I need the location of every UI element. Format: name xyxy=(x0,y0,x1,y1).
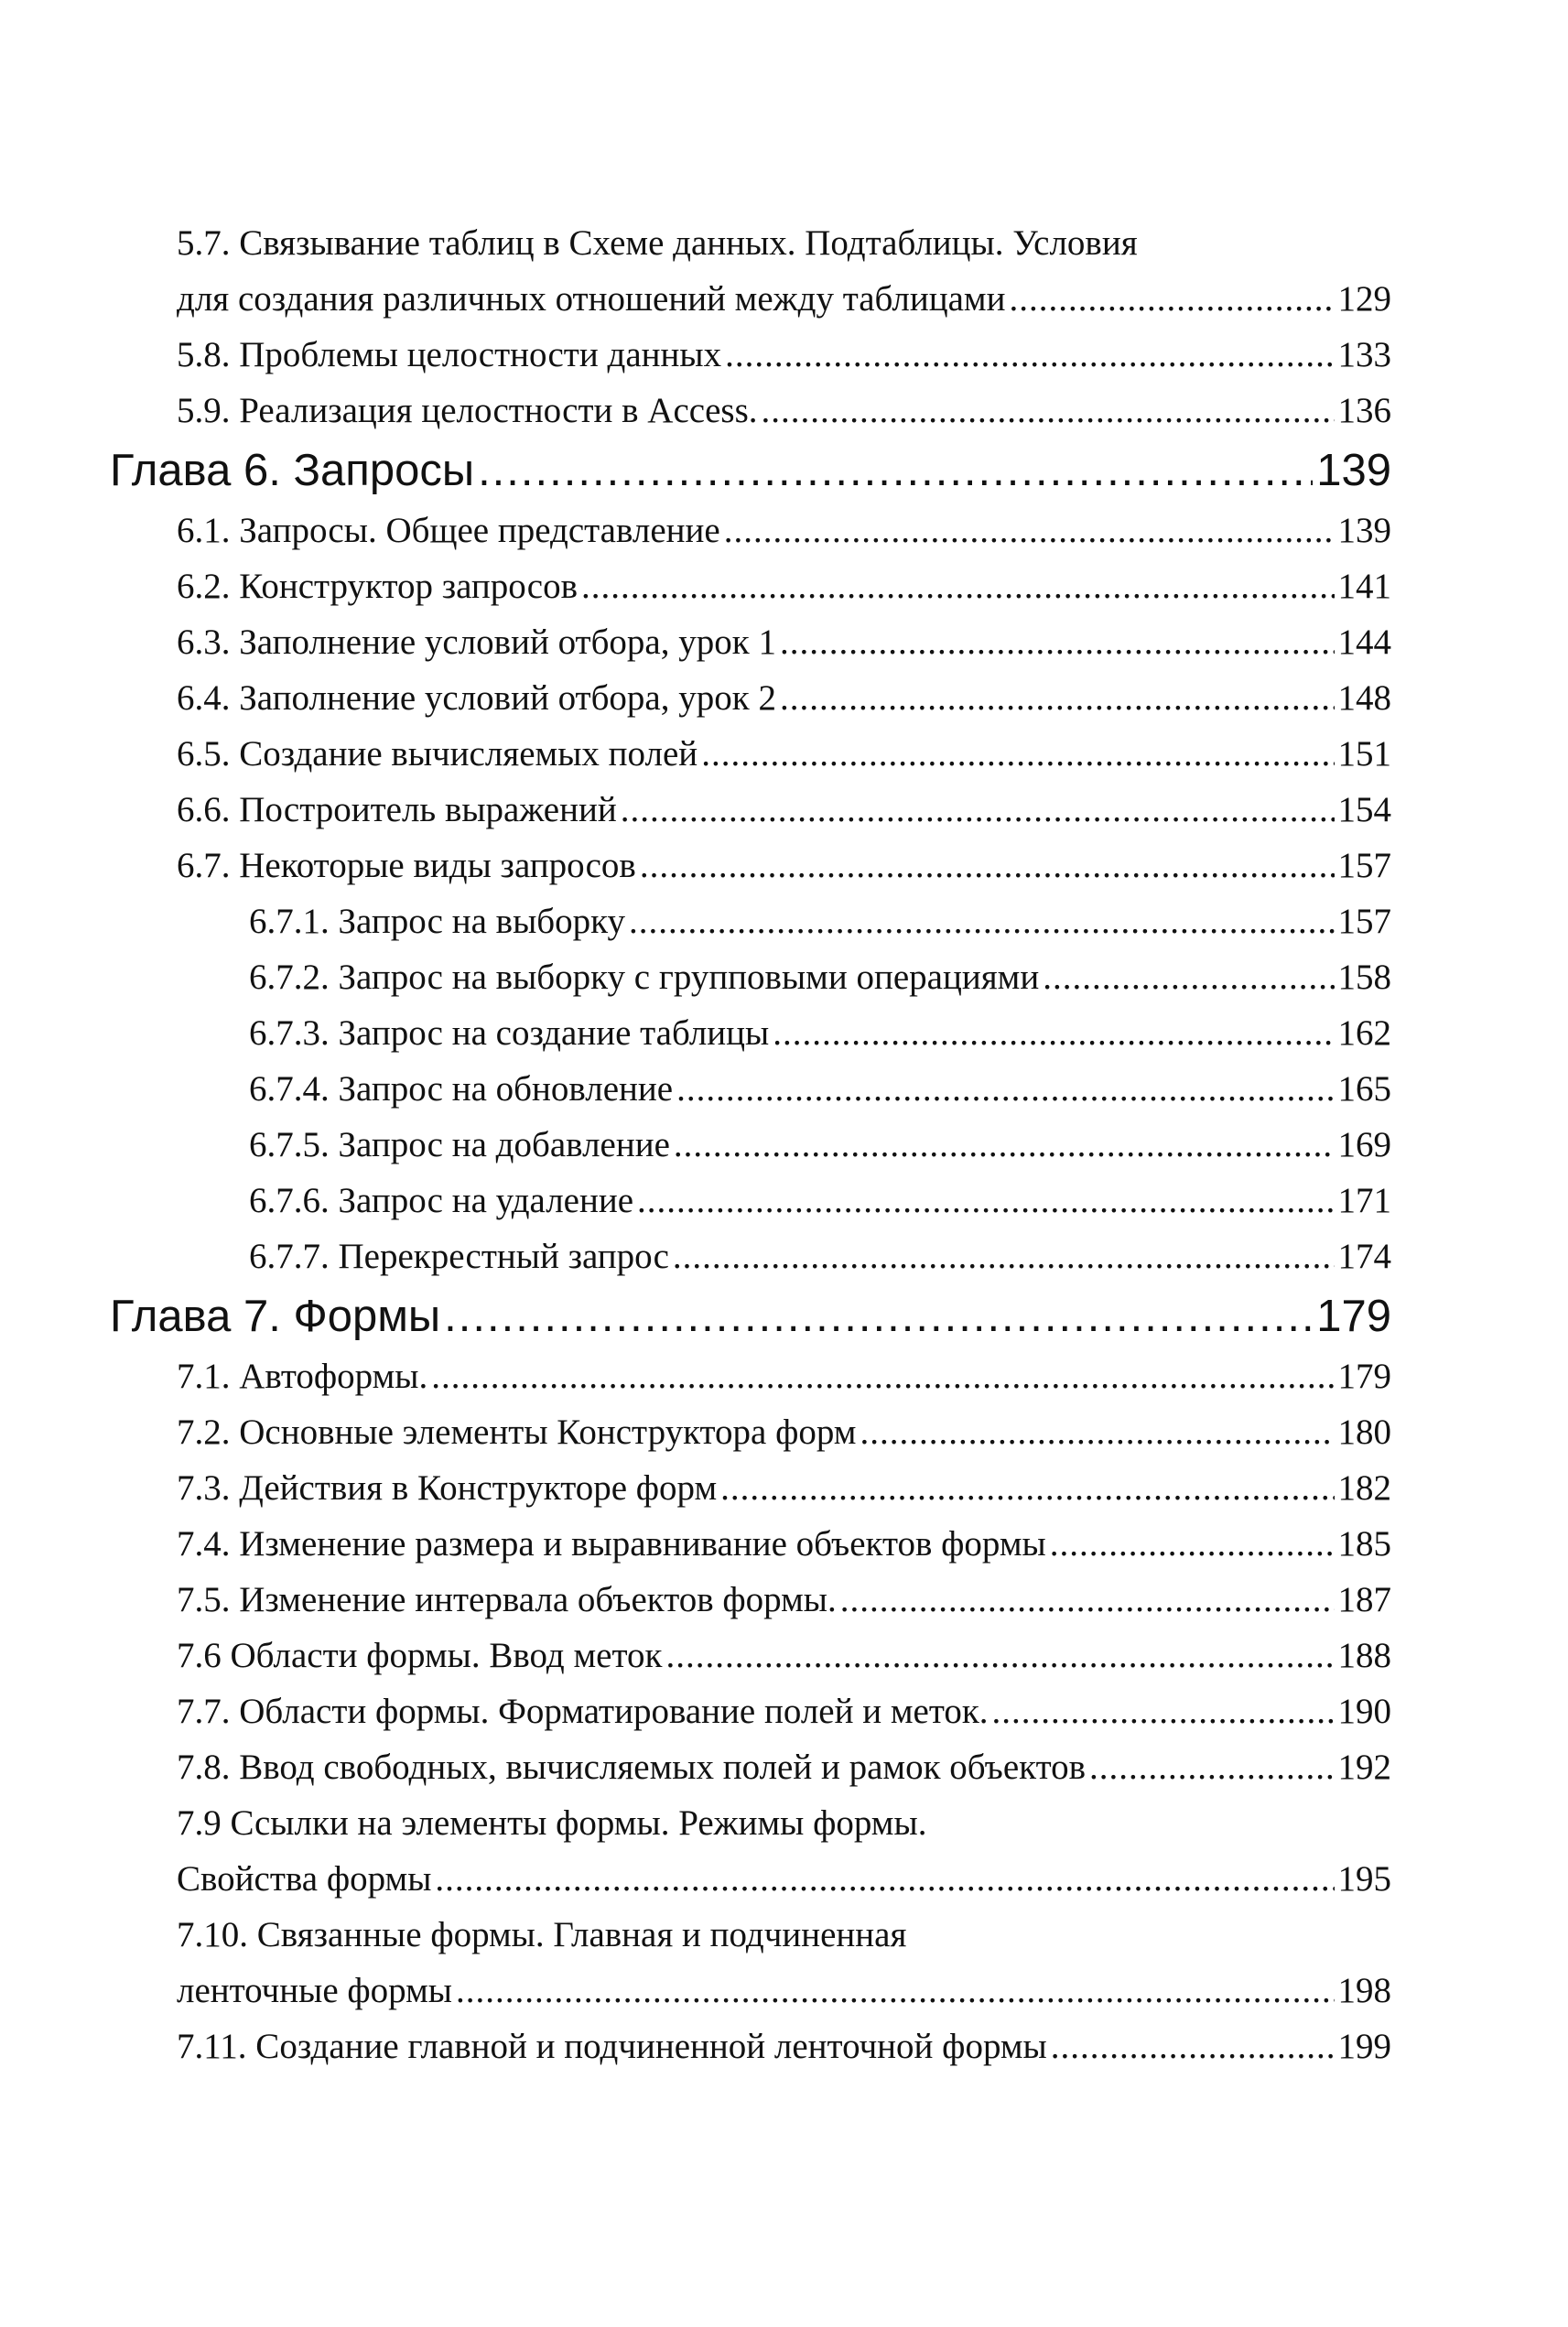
dot-leader xyxy=(478,438,1313,503)
toc-entry-title: 6.5. Создание вычисляемых полей xyxy=(177,734,698,774)
toc-entry xyxy=(110,1963,1391,2019)
toc-page-number: 158 xyxy=(1337,958,1391,997)
toc-entry xyxy=(110,1348,1391,1404)
toc-entry xyxy=(110,782,1391,838)
dot-leader xyxy=(762,383,1335,438)
toc-page-number: 188 xyxy=(1337,1636,1391,1675)
dot-leader xyxy=(720,1460,1334,1516)
toc-entry xyxy=(110,503,1391,558)
toc-page-number: 151 xyxy=(1337,734,1391,774)
toc-page-number: 199 xyxy=(1337,2027,1391,2066)
toc-entry-title: 6.7.6. Запрос на удаление xyxy=(249,1181,634,1220)
toc-entry xyxy=(110,1061,1391,1117)
toc-entry xyxy=(110,1173,1391,1228)
toc-entry-title: 5.8. Проблемы целостности данных xyxy=(177,335,722,374)
toc-entry xyxy=(110,893,1391,949)
toc-entry xyxy=(110,271,1391,327)
toc-entry xyxy=(110,949,1391,1005)
toc-entry xyxy=(110,558,1391,614)
dot-leader xyxy=(701,726,1334,782)
toc-entry-title: 7.5. Изменение интервала объектов формы. xyxy=(177,1580,837,1619)
toc-entry-title: 6.6. Построитель выражений xyxy=(177,790,617,829)
toc-entry-title: 7.2. Основные элементы Конструктора форм xyxy=(177,1412,857,1452)
toc-entry-title: 6.7.7. Перекрестный запрос xyxy=(249,1237,669,1276)
toc-entry-title: 7.8. Ввод свободных, вычисляемых полей и рамок объектов xyxy=(177,1748,1087,1787)
toc-page-number: 157 xyxy=(1337,902,1391,941)
toc-page-number: 141 xyxy=(1337,567,1391,606)
toc-entry xyxy=(110,1404,1391,1460)
toc-entry-title: 6.7.1. Запрос на выборку xyxy=(249,902,626,941)
toc-page-number: 169 xyxy=(1337,1125,1391,1164)
toc-entry-title: 6.7.5. Запрос на добавление xyxy=(249,1125,670,1164)
toc-entry xyxy=(110,1628,1391,1683)
toc-entry xyxy=(110,1739,1391,1795)
dot-leader xyxy=(640,838,1335,893)
toc-entry xyxy=(110,1851,1391,1907)
toc-entry-title: Глава 7. Формы xyxy=(110,1292,441,1341)
toc-entry-title: 7.4. Изменение размера и выравнивание объектов формы xyxy=(177,1524,1046,1564)
toc-entry-title: 7.7. Области формы. Форматирование полей и меток. xyxy=(177,1692,989,1731)
toc-page-number: 195 xyxy=(1337,1859,1391,1899)
dot-leader xyxy=(456,1963,1335,2019)
toc-entry-title: 6.7.4. Запрос на обновление xyxy=(249,1069,674,1109)
dot-leader xyxy=(1043,949,1334,1005)
toc-page-number: 136 xyxy=(1337,391,1391,430)
dot-leader xyxy=(1009,271,1334,327)
toc-entry xyxy=(110,215,1391,271)
toc-entry-title: 6.4. Заполнение условий отбора, урок 2 xyxy=(177,678,776,718)
toc-entry-title: для создания различных отношений между таблицами xyxy=(177,279,1006,319)
toc-page-number: 162 xyxy=(1337,1013,1391,1053)
dot-leader xyxy=(773,1005,1334,1061)
toc-entry-title: 6.1. Запросы. Общее представление xyxy=(177,511,720,550)
toc-entry-title: 6.7.2. Запрос на выборку с групповыми операциями xyxy=(249,958,1040,997)
toc-page-number: 187 xyxy=(1337,1580,1391,1619)
dot-leader xyxy=(1051,2019,1335,2074)
dot-leader xyxy=(780,614,1335,670)
dot-leader xyxy=(674,1117,1335,1173)
dot-leader xyxy=(621,782,1335,838)
dot-leader xyxy=(1050,1516,1335,1572)
toc-entry-title: 7.1. Автоформы. xyxy=(177,1357,428,1396)
toc-entry xyxy=(110,1907,1391,1963)
dot-leader xyxy=(1089,1739,1334,1795)
toc-entry-title: 7.3. Действия в Конструкторе форм xyxy=(177,1468,718,1508)
toc-entry xyxy=(110,614,1391,670)
toc-entry xyxy=(110,1572,1391,1628)
dot-leader xyxy=(676,1061,1334,1117)
toc-entry-title: Свойства формы xyxy=(177,1859,432,1899)
toc-page-number: 165 xyxy=(1337,1069,1391,1109)
toc-entry-title: 6.2. Конструктор запросов xyxy=(177,567,578,606)
toc-entry xyxy=(110,383,1391,438)
toc-page-number: 157 xyxy=(1337,846,1391,885)
toc-page-number: 148 xyxy=(1337,678,1391,718)
dot-leader xyxy=(665,1628,1334,1683)
toc-page-number: 190 xyxy=(1337,1692,1391,1731)
toc-entry xyxy=(110,1795,1391,1851)
toc-entry-title: 6.7.3. Запрос на создание таблицы xyxy=(249,1013,770,1053)
toc-page-number: 154 xyxy=(1337,790,1391,829)
toc-entry xyxy=(110,1228,1391,1284)
toc-page-number: 144 xyxy=(1337,622,1391,662)
toc-chapter-entry xyxy=(110,438,1391,503)
dot-leader xyxy=(629,893,1334,949)
toc-entry-title: 5.9. Реализация целостности в Access. xyxy=(177,391,758,430)
table-of-contents xyxy=(110,215,1391,2074)
toc-entry-title: 7.11. Создание главной и подчиненной ленточной формы xyxy=(177,2027,1047,2066)
dot-leader xyxy=(780,670,1335,726)
dot-leader xyxy=(724,503,1335,558)
toc-entry xyxy=(110,1005,1391,1061)
toc-entry xyxy=(110,1683,1391,1739)
toc-page-number: 171 xyxy=(1337,1181,1391,1220)
toc-entry-title: 5.7. Связывание таблиц в Схеме данных. Подтаблицы. Условия xyxy=(177,223,1138,263)
toc-page-number: 180 xyxy=(1337,1412,1391,1452)
toc-page-number: 174 xyxy=(1337,1237,1391,1276)
toc-chapter-entry xyxy=(110,1284,1391,1348)
toc-entry-title: 7.6 Области формы. Ввод меток xyxy=(177,1636,663,1675)
toc-page-number: 179 xyxy=(1316,1292,1391,1341)
toc-entry xyxy=(110,327,1391,383)
toc-entry-title: 6.7. Некоторые виды запросов xyxy=(177,846,636,885)
toc-entry xyxy=(110,670,1391,726)
toc-page-number: 129 xyxy=(1337,279,1391,319)
toc-page-number: 133 xyxy=(1337,335,1391,374)
toc-page-number: 182 xyxy=(1337,1468,1391,1508)
dot-leader xyxy=(840,1572,1335,1628)
dot-leader xyxy=(673,1228,1335,1284)
toc-entry xyxy=(110,838,1391,893)
toc-page-number: 198 xyxy=(1337,1971,1391,2010)
dot-leader xyxy=(431,1348,1334,1404)
toc-entry-title: 7.9 Ссылки на элементы формы. Режимы формы. xyxy=(177,1803,927,1843)
toc-entry-title: ленточные формы xyxy=(177,1971,452,2010)
dot-leader xyxy=(637,1173,1334,1228)
toc-page-number: 139 xyxy=(1316,446,1391,495)
toc-page-number: 179 xyxy=(1337,1357,1391,1396)
toc-entry xyxy=(110,1516,1391,1572)
toc-entry xyxy=(110,1460,1391,1516)
toc-page-number: 139 xyxy=(1337,511,1391,550)
toc-entry-title: Глава 6. Запросы xyxy=(110,446,475,495)
toc-page-number: 185 xyxy=(1337,1524,1391,1564)
dot-leader xyxy=(992,1683,1335,1739)
dot-leader xyxy=(435,1851,1334,1907)
toc-entry-title: 7.10. Связанные формы. Главная и подчиненная xyxy=(177,1915,907,1954)
toc-entry xyxy=(110,1117,1391,1173)
toc-page-number: 192 xyxy=(1337,1748,1391,1787)
dot-leader xyxy=(725,327,1334,383)
dot-leader xyxy=(581,558,1335,614)
dot-leader xyxy=(860,1404,1334,1460)
toc-entry xyxy=(110,726,1391,782)
toc-entry xyxy=(110,2019,1391,2074)
dot-leader xyxy=(444,1284,1313,1348)
toc-entry-title: 6.3. Заполнение условий отбора, урок 1 xyxy=(177,622,776,662)
